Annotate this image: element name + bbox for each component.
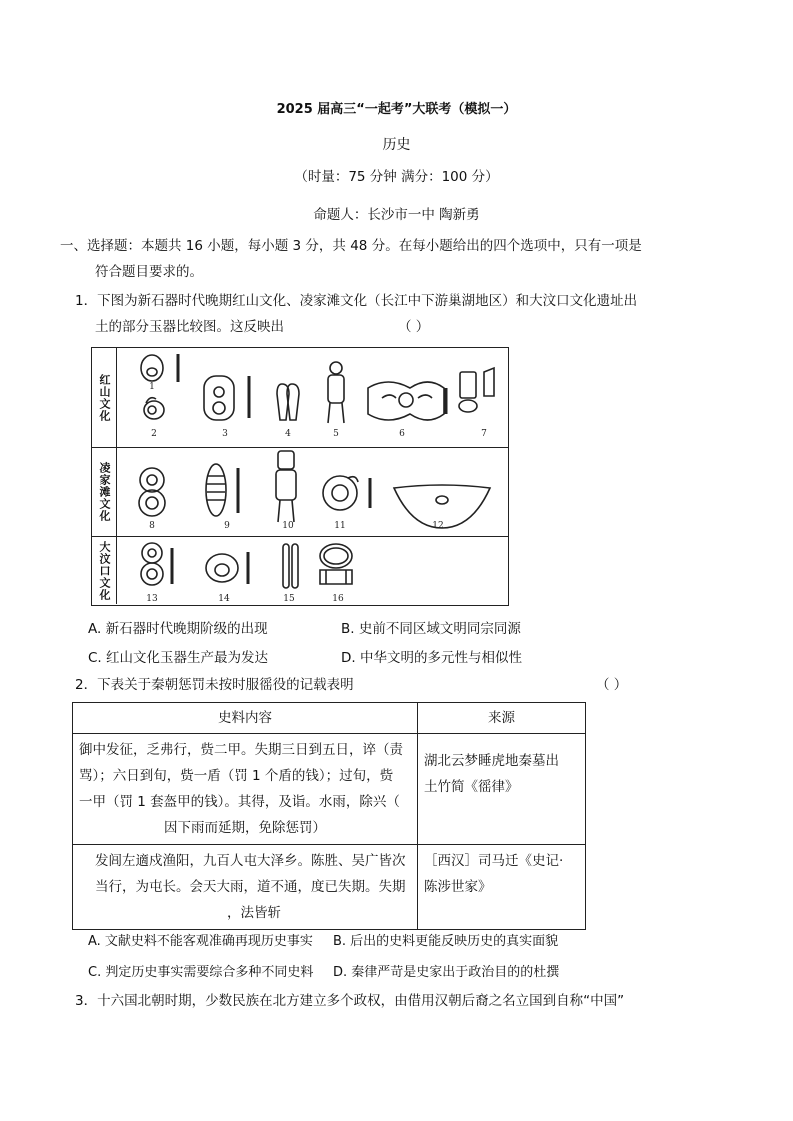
jade-number-label: 14 <box>218 594 230 604</box>
row-label-lingjiatan: 凌家滩文化 <box>92 448 117 536</box>
jade-8-double-ring-icon <box>139 468 165 516</box>
cell-line: ，法皆斩 <box>227 905 281 921</box>
jade-number-label: 9 <box>224 521 230 531</box>
q1-option-b[interactable]: B. 史前不同区域文明同宗同源 <box>341 621 521 637</box>
q2-stem: 2．下表关于秦朝惩罚未按时服徭役的记载表明 <box>75 677 354 693</box>
cell-line: 当行，为屯长。会天大雨，道不通，度已失期。失期 <box>95 879 406 895</box>
jade-number-label: 4 <box>285 429 291 439</box>
cell-line: 发闾左適戍渔阳，九百人屯大泽乡。陈胜、吴广皆次 <box>95 853 406 869</box>
table-cell-content <box>73 734 418 845</box>
table-header-row <box>73 703 586 734</box>
jade-13-double-ring-icon <box>141 543 172 585</box>
jade-number-label: 10 <box>282 521 294 531</box>
author-line: 命题人：长沙市一中 陶新勇 <box>313 207 480 223</box>
q1-option-a[interactable]: A. 新石器时代晚期阶级的出现 <box>88 621 268 637</box>
q2-option-b[interactable]: B. 后出的史料更能反映历史的真实面貌 <box>333 934 559 949</box>
jade-9-cocoon-icon <box>206 464 238 516</box>
time-info: （时量：75 分钟 满分：100 分） <box>294 169 499 185</box>
row-label-hongshan: 红山文化 <box>92 348 117 447</box>
jade-drawings <box>92 348 507 604</box>
jade-number-label: 12 <box>432 521 444 531</box>
jade-2-coiled-dragon-icon <box>144 398 164 419</box>
jade-comparison-figure <box>91 347 509 606</box>
jade-3-plaque-icon <box>204 376 249 420</box>
jade-16-bracelet-icon <box>320 544 352 584</box>
jade-11-coiled-ring-icon <box>323 476 370 510</box>
jade-number-label: 11 <box>334 521 346 531</box>
q2-source-table <box>72 702 586 930</box>
jade-number-label: 5 <box>333 429 339 439</box>
jade-7-hoop-icon <box>459 368 494 412</box>
q2-option-d[interactable]: D. 秦律严苛是史家出于政治目的的杜撰 <box>333 965 560 980</box>
q1-answer-bracket: （ ） <box>398 319 430 335</box>
q1-stem-line2: 土的部分玉器比较图。这反映出 <box>95 319 284 335</box>
jade-10-standing-figure-icon <box>276 451 296 522</box>
subject-title: 历史 <box>382 137 411 153</box>
table-cell-content <box>73 845 418 930</box>
jade-5-figure-icon <box>328 362 344 423</box>
cell-line: 陈涉世家》 <box>424 879 492 895</box>
jade-number-label: 6 <box>399 429 405 439</box>
q1-stem-line1: 1．下图为新石器时代晚期红山文化、凌家滩文化（长江中下游巢湖地区）和大汶口文化遗址出 <box>75 293 638 309</box>
table-row <box>73 734 586 845</box>
jade-1-pendant-icon <box>141 354 178 382</box>
q1-option-d[interactable]: D. 中华文明的多元性与相似性 <box>341 650 522 666</box>
q2-option-a[interactable]: A. 文献史料不能客观准确再现历史事实 <box>88 934 313 949</box>
jade-number-label: 1 <box>149 382 155 392</box>
q3-stem: 3．十六国北朝时期，少数民族在北方建立多个政权，由借用汉朝后裔之名立国到自称“中国” <box>75 993 625 1009</box>
cell-line: 一甲（罚 1 套盔甲的钱）。其得，及诣。水雨，除兴（ <box>79 794 400 810</box>
jade-15-tubes-icon <box>283 544 298 588</box>
cell-line: 骂）；六日到旬，赀一盾（罚 1 个盾的钱）；过旬，赀 <box>79 768 394 784</box>
q1-option-c[interactable]: C. 红山文化玉器生产最为发达 <box>88 650 269 666</box>
cell-line: 湖北云梦睡虎地秦墓出 <box>424 753 559 769</box>
cell-line: 土竹简《徭律》 <box>424 779 519 795</box>
q2-option-c[interactable]: C. 判定历史事实需要综合多种不同史料 <box>88 965 314 980</box>
cell-line: ［西汉］司马迁《史记· <box>424 853 564 869</box>
table-header-source: 来源 <box>418 703 586 734</box>
jade-4-hoof-icon <box>277 384 299 420</box>
section-instructions-line2: 符合题目要求的。 <box>95 264 203 280</box>
section-instructions-line1: 一、选择题：本题共 16 小题，每小题 3 分，共 48 分。在每小题给出的四个选项中，只有一项是 <box>60 238 642 254</box>
jade-number-label: 15 <box>283 594 295 604</box>
table-row <box>73 845 586 930</box>
cell-line: 因下雨而延期，免除惩罚） <box>164 820 326 836</box>
exam-title: 2025 届高三“一起考”大联考（模拟一） <box>276 102 517 117</box>
table-cell-source <box>418 845 586 930</box>
jade-number-label: 2 <box>151 429 157 439</box>
jade-number-label: 7 <box>481 429 487 439</box>
jade-number-label: 16 <box>332 594 344 604</box>
jade-14-ring-icon <box>206 552 248 584</box>
jade-number-label: 13 <box>146 594 158 604</box>
table-header-content: 史料内容 <box>73 703 418 734</box>
q2-answer-bracket: （ ） <box>596 677 628 693</box>
table-cell-source <box>418 734 586 845</box>
jade-number-label: 3 <box>222 429 228 439</box>
cell-line: 御中发征，乏弗行，赀二甲。失期三日到五日，谇（责 <box>79 742 403 758</box>
row-label-dawenkou: 大汶口文化 <box>92 537 117 604</box>
jade-6-cloud-icon <box>368 382 446 420</box>
jade-number-label: 8 <box>149 521 155 531</box>
